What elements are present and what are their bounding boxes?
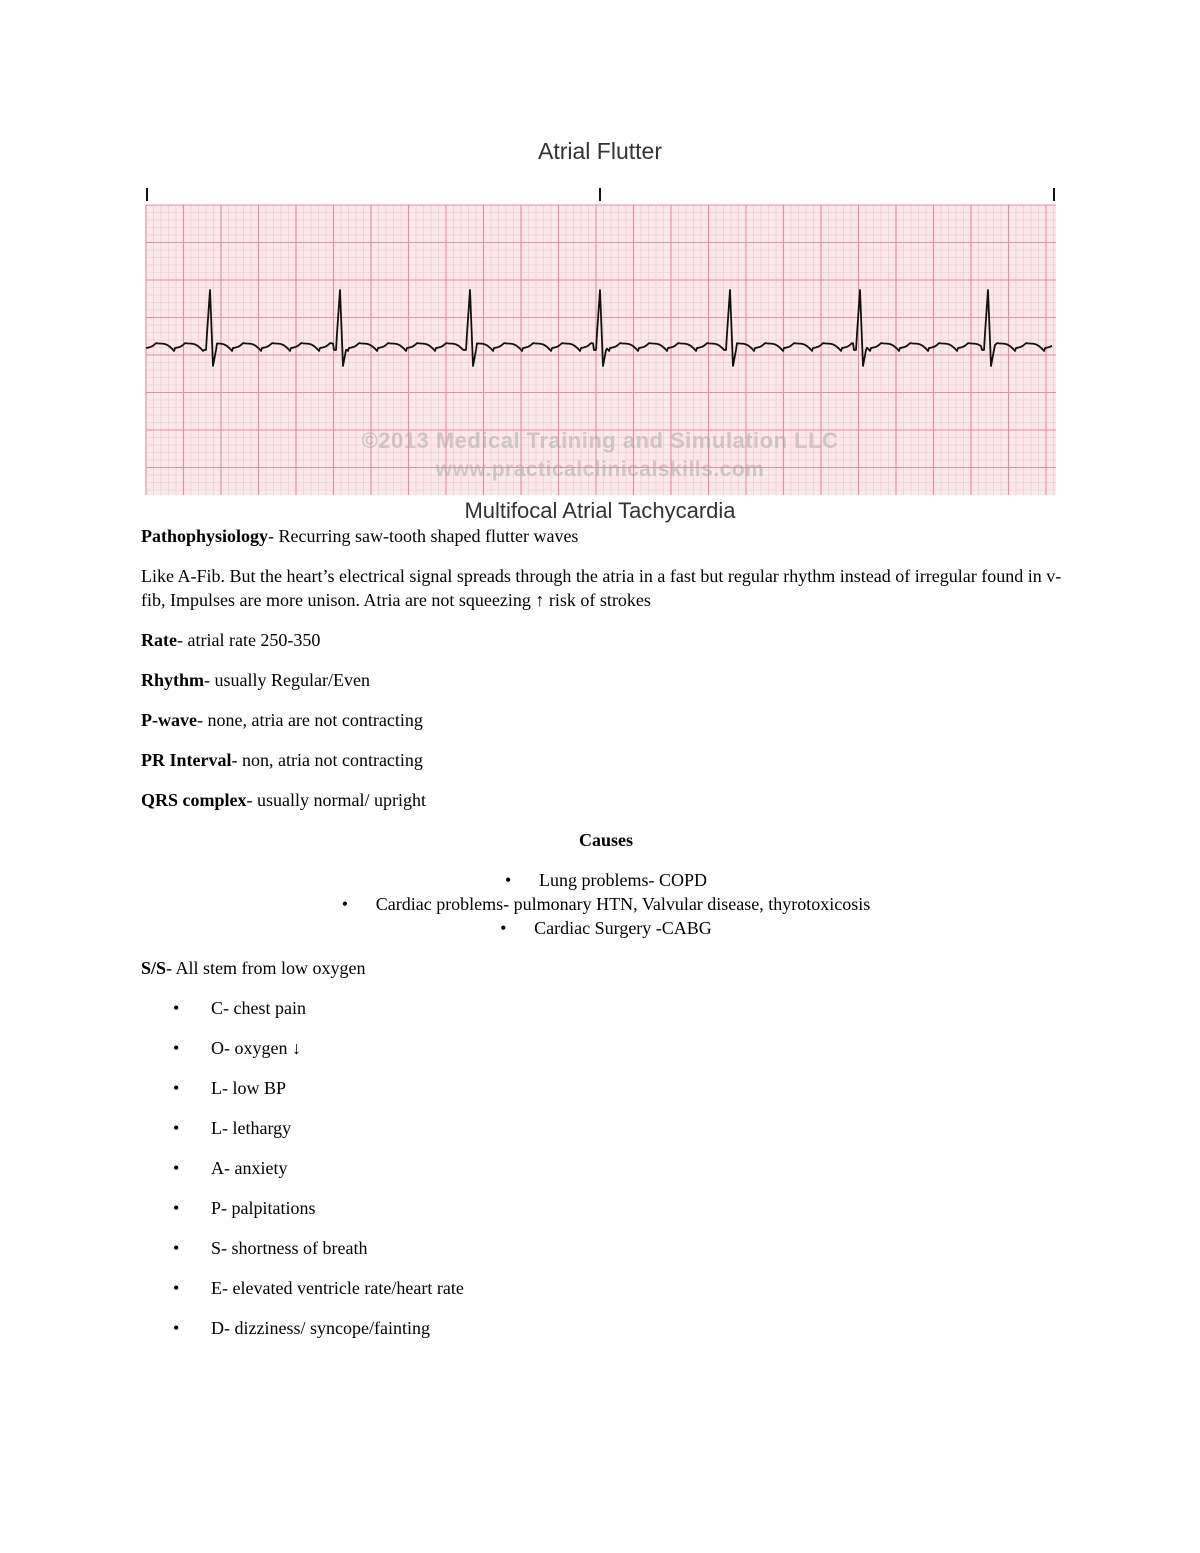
bullet-icon: • xyxy=(173,1238,180,1258)
cut-off-caption: Multifocal Atrial Tachycardia xyxy=(464,498,736,523)
watermark-url: www.practicalclinicalskills.com xyxy=(435,458,765,481)
ss-item xyxy=(173,996,1071,1020)
ss-item xyxy=(173,1316,1071,1340)
bullet-icon: • xyxy=(341,894,349,914)
causes-heading: Causes xyxy=(578,830,633,850)
causes-item-text: Cardiac problems- pulmonary HTN, Valvular disease, thyrotoxicosis xyxy=(375,894,871,914)
bullet-icon: • xyxy=(173,1118,180,1138)
bullet-icon: • xyxy=(173,1278,180,1298)
pwave-label: P-wave xyxy=(141,710,197,730)
ss-label: S/S xyxy=(141,958,167,978)
ss-item-text: E- elevated ventricle rate/heart rate xyxy=(211,1278,464,1298)
pr-interval-label: PR Interval xyxy=(141,750,232,770)
bullet-icon: • xyxy=(173,1318,180,1338)
rate-label: Rate xyxy=(141,630,177,650)
ss-item-text: C- chest pain xyxy=(211,998,306,1018)
ss-item xyxy=(173,1276,1071,1300)
ss-item xyxy=(173,1036,1071,1060)
ss-item xyxy=(173,1076,1071,1100)
ss-item-text: O- oxygen ↓ xyxy=(211,1038,301,1058)
ecg-time-markers xyxy=(147,188,1054,201)
ss-item xyxy=(173,1116,1071,1140)
qrs-line xyxy=(141,788,1071,812)
ss-item xyxy=(173,1236,1071,1260)
causes-item xyxy=(141,892,1071,916)
ss-item-text: L- low BP xyxy=(211,1078,287,1098)
qrs-label: QRS complex xyxy=(141,790,247,810)
bullet-icon: • xyxy=(173,998,180,1018)
ss-item-text: P- palpitations xyxy=(211,1198,316,1218)
pwave-text: - none, atria are not contracting xyxy=(196,710,423,730)
qrs-text: - usually normal/ upright xyxy=(246,790,426,810)
ss-list xyxy=(141,996,1071,1340)
ss-item-text: S- shortness of breath xyxy=(211,1238,368,1258)
description-paragraph: Like A-Fib. But the heart’s electrical signal spreads through the atria in a fast but regular rhythm instead of irregular found in v-fib, Impulses are more unison. Atria are not squeezing ↑ risk of strokes xyxy=(141,566,1062,610)
rate-text: - atrial rate 250-350 xyxy=(176,630,321,650)
notes-content xyxy=(141,524,1071,1356)
ss-line xyxy=(141,956,1071,980)
pr-interval-text: - non, atria not contracting xyxy=(231,750,423,770)
ss-item-text: A- anxiety xyxy=(211,1158,288,1178)
causes-item-text: Cardiac Surgery -CABG xyxy=(534,918,712,938)
rhythm-label: Rhythm xyxy=(141,670,205,690)
pr-interval-line xyxy=(141,748,1071,772)
ecg-figure xyxy=(140,128,1060,523)
pwave-line xyxy=(141,708,1071,732)
causes-list xyxy=(141,868,1071,940)
bullet-icon: • xyxy=(173,1038,180,1058)
ecg-title: Atrial Flutter xyxy=(538,138,662,164)
causes-item xyxy=(141,868,1071,892)
bullet-icon: • xyxy=(500,918,507,938)
rate-line xyxy=(141,628,1071,652)
rhythm-line xyxy=(141,668,1071,692)
bullet-icon: • xyxy=(505,870,512,890)
ss-item-text: D- dizziness/ syncope/fainting xyxy=(211,1318,430,1338)
ss-item xyxy=(173,1156,1071,1180)
causes-item xyxy=(141,916,1071,940)
watermark-copyright: ©2013 Medical Training and Simulation LLC xyxy=(361,428,839,453)
bullet-icon: • xyxy=(173,1078,180,1098)
pathophysiology-text: - Recurring saw-tooth shaped flutter waves xyxy=(268,526,579,546)
ss-item-text: L- lethargy xyxy=(211,1118,292,1138)
causes-item-text: Lung problems- COPD xyxy=(539,870,707,890)
bullet-icon: • xyxy=(173,1198,180,1218)
ss-item xyxy=(173,1196,1071,1220)
pathophysiology-label: Pathophysiology xyxy=(141,526,269,546)
rhythm-text: - usually Regular/Even xyxy=(204,670,370,690)
pathophysiology-line xyxy=(141,524,1071,548)
ss-text: - All stem from low oxygen xyxy=(166,958,366,978)
bullet-icon: • xyxy=(173,1158,180,1178)
